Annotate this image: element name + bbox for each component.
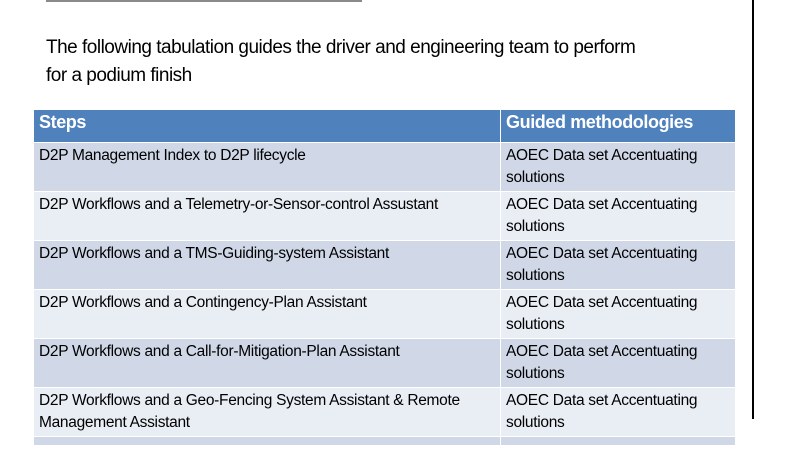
column-header-steps: Steps: [34, 110, 501, 143]
guidance-table: [33, 109, 736, 446]
step-cell: D2P Workflows and a Telemetry-or-Sensor-control Assustant: [34, 192, 501, 241]
step-cell: D2P Workflows and a Call-for-Mitigation-Plan Assistant: [34, 339, 501, 388]
method-cell: AOEC Data set Accentuating solutions: [501, 290, 736, 339]
method-cell: AOEC Data set Accentuating solutions: [501, 339, 736, 388]
step-cell: D2P Workflows and a TMS-Guiding-system Assistant: [34, 241, 501, 290]
column-header-guided-methodologies: Guided methodologies: [501, 110, 736, 143]
intro-line-1: The following tabulation guides the driver and engineering team to perform: [46, 37, 636, 58]
step-cell: D2P Management Index to D2P lifecycle: [34, 143, 501, 192]
table-header-row: [34, 110, 736, 143]
table-row: [34, 290, 736, 339]
intro-paragraph: [46, 34, 726, 90]
method-cell: AOEC Data set Accentuating solutions: [501, 192, 736, 241]
step-cell: D2P Workflows and a Contingency-Plan Assistant: [34, 290, 501, 339]
intro-line-2: for a podium finish: [46, 65, 192, 86]
method-cell: AOEC Data set Accentuating solutions: [501, 241, 736, 290]
method-cell-empty: [501, 437, 736, 446]
table-row: [34, 388, 736, 437]
method-cell: AOEC Data set Accentuating solutions: [501, 388, 736, 437]
table-row: [34, 192, 736, 241]
slide-border-line: [752, 0, 754, 419]
table-row: [34, 143, 736, 192]
table-row: [34, 241, 736, 290]
step-cell: D2P Workflows and a Geo-Fencing System Assistant & Remote Management Assistant: [34, 388, 501, 437]
step-cell-empty: [34, 437, 501, 446]
table-row-empty: [34, 437, 736, 446]
method-cell: AOEC Data set Accentuating solutions: [501, 143, 736, 192]
title-underline-fragment: [46, 0, 362, 2]
table-row: [34, 339, 736, 388]
